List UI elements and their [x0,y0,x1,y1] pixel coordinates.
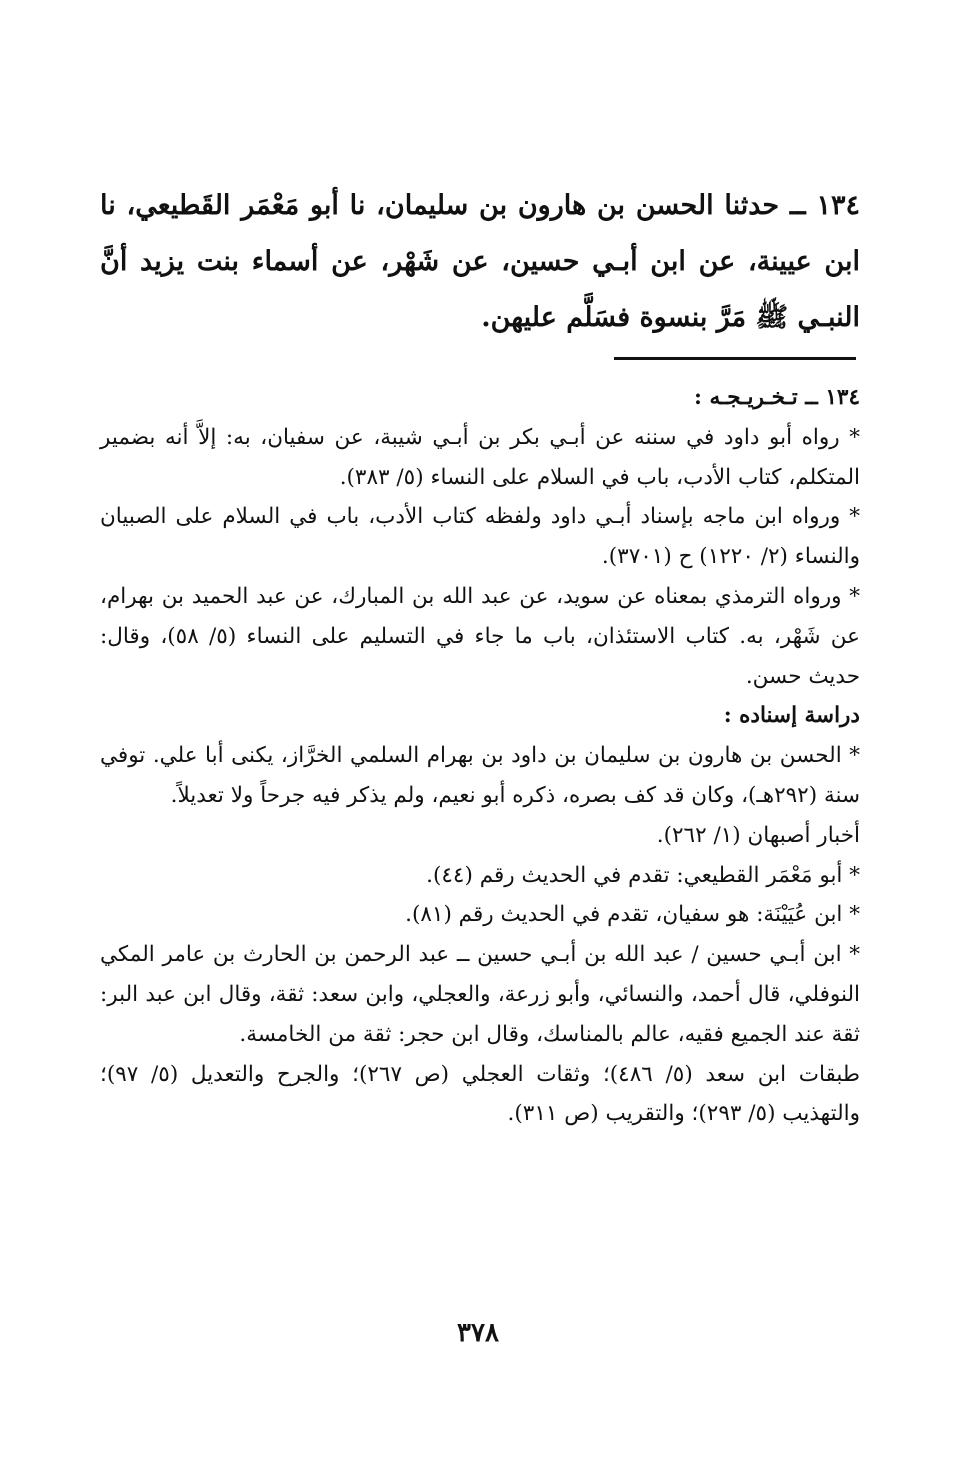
hadith-number: ١٣٤ [816,190,860,221]
hadith-paragraph [100,178,860,346]
dirasa-reference: أخبار أصبهان (١/ ٢٦٢). [656,822,860,848]
takhrij-heading: ١٣٤ ــ تـخـريـجـه : [694,385,860,410]
dirasa-item: * ابن أبـي حسين / عبد الله بن أبـي حسين ــ عبد الرحمن بن الحارث بن عامر المكي النوفلي، قال أحمد، والنسائي، وأبو زرعة، والعجلي، وابن سعد: ثقة، وقال ابن عبد البر: ثقة عند الجميع فقيه، عالم بالمناسك، وقال ابن حجر: ثقة من الخامسة. [100,942,860,1047]
dirasa-item: * أبو مَعْمَر القطيعي: تقدم في الحديث رقم (٤٤). [426,862,860,888]
takhrij-item: * رواه أبو داود في سننه عن أبـي بكر بن أبـي شيبة، عن سفيان، به: إلاَّ أنه بضمير المتكلم، كتاب الأدب، باب في السلام على النساء (٥/ ٣٨٣). [100,424,860,490]
dirasa-heading: دراسة إسناده : [723,703,860,729]
footnotes [100,378,860,1134]
footnote-divider [614,357,856,360]
takhrij-item: * ورواه الترمذي بمعناه عن سويد، عن عبد الله بن المبارك، عن عبد الحميد بن بهرام، عن شَهْر، به. كتاب الاستئذان، باب ما جاء في التسليم على النساء (٥/ ٥٨)، وقال: حديث حسن. [100,583,860,689]
page-number: ٣٧٨ [457,1318,499,1348]
hadith-body: ــ حدثنا الحسن بن هارون بن سليمان، نا أبو مَعْمَر القَطيعي، نا ابن عيينة، عن ابن أبـي حسين، عن شَهْر، عن أسماء بنت يزيد أنَّ النبـي ﷺ مَرَّ بنسوة فسَلَّم عليهن. [100,190,860,333]
hadith-main-text [100,178,860,346]
takhrij-item: * ورواه ابن ماجه بإسناد أبـي داود ولفظه كتاب الأدب، باب في السلام على الصبيان والنساء (٢/ ١٢٢٠) ح (٣٧٠١). [100,504,860,570]
dirasa-item: * الحسن بن هارون بن سليمان بن داود بن بهرام السلمي الخرَّاز، يكنى أبا علي. توفي سنة (٢٩٢هـ)، وكان قد كف بصره، ذكره أبو نعيم، ولم يذكر فيه جرحاً ولا تعديلاً. [100,743,860,808]
dirasa-reference: طبقات ابن سعد (٥/ ٤٨٦)؛ وثقات العجلي (ص ٢٦٧)؛ والجرح والتعديل (٥/ ٩٧)؛ والتهذيب (٥/ ٢٩٣)؛ والتقريب (ص ٣١١). [100,1061,861,1127]
dirasa-item: * ابن عُيَيْنَة: هو سفيان، تقدم في الحديث رقم (٨١). [405,902,860,928]
